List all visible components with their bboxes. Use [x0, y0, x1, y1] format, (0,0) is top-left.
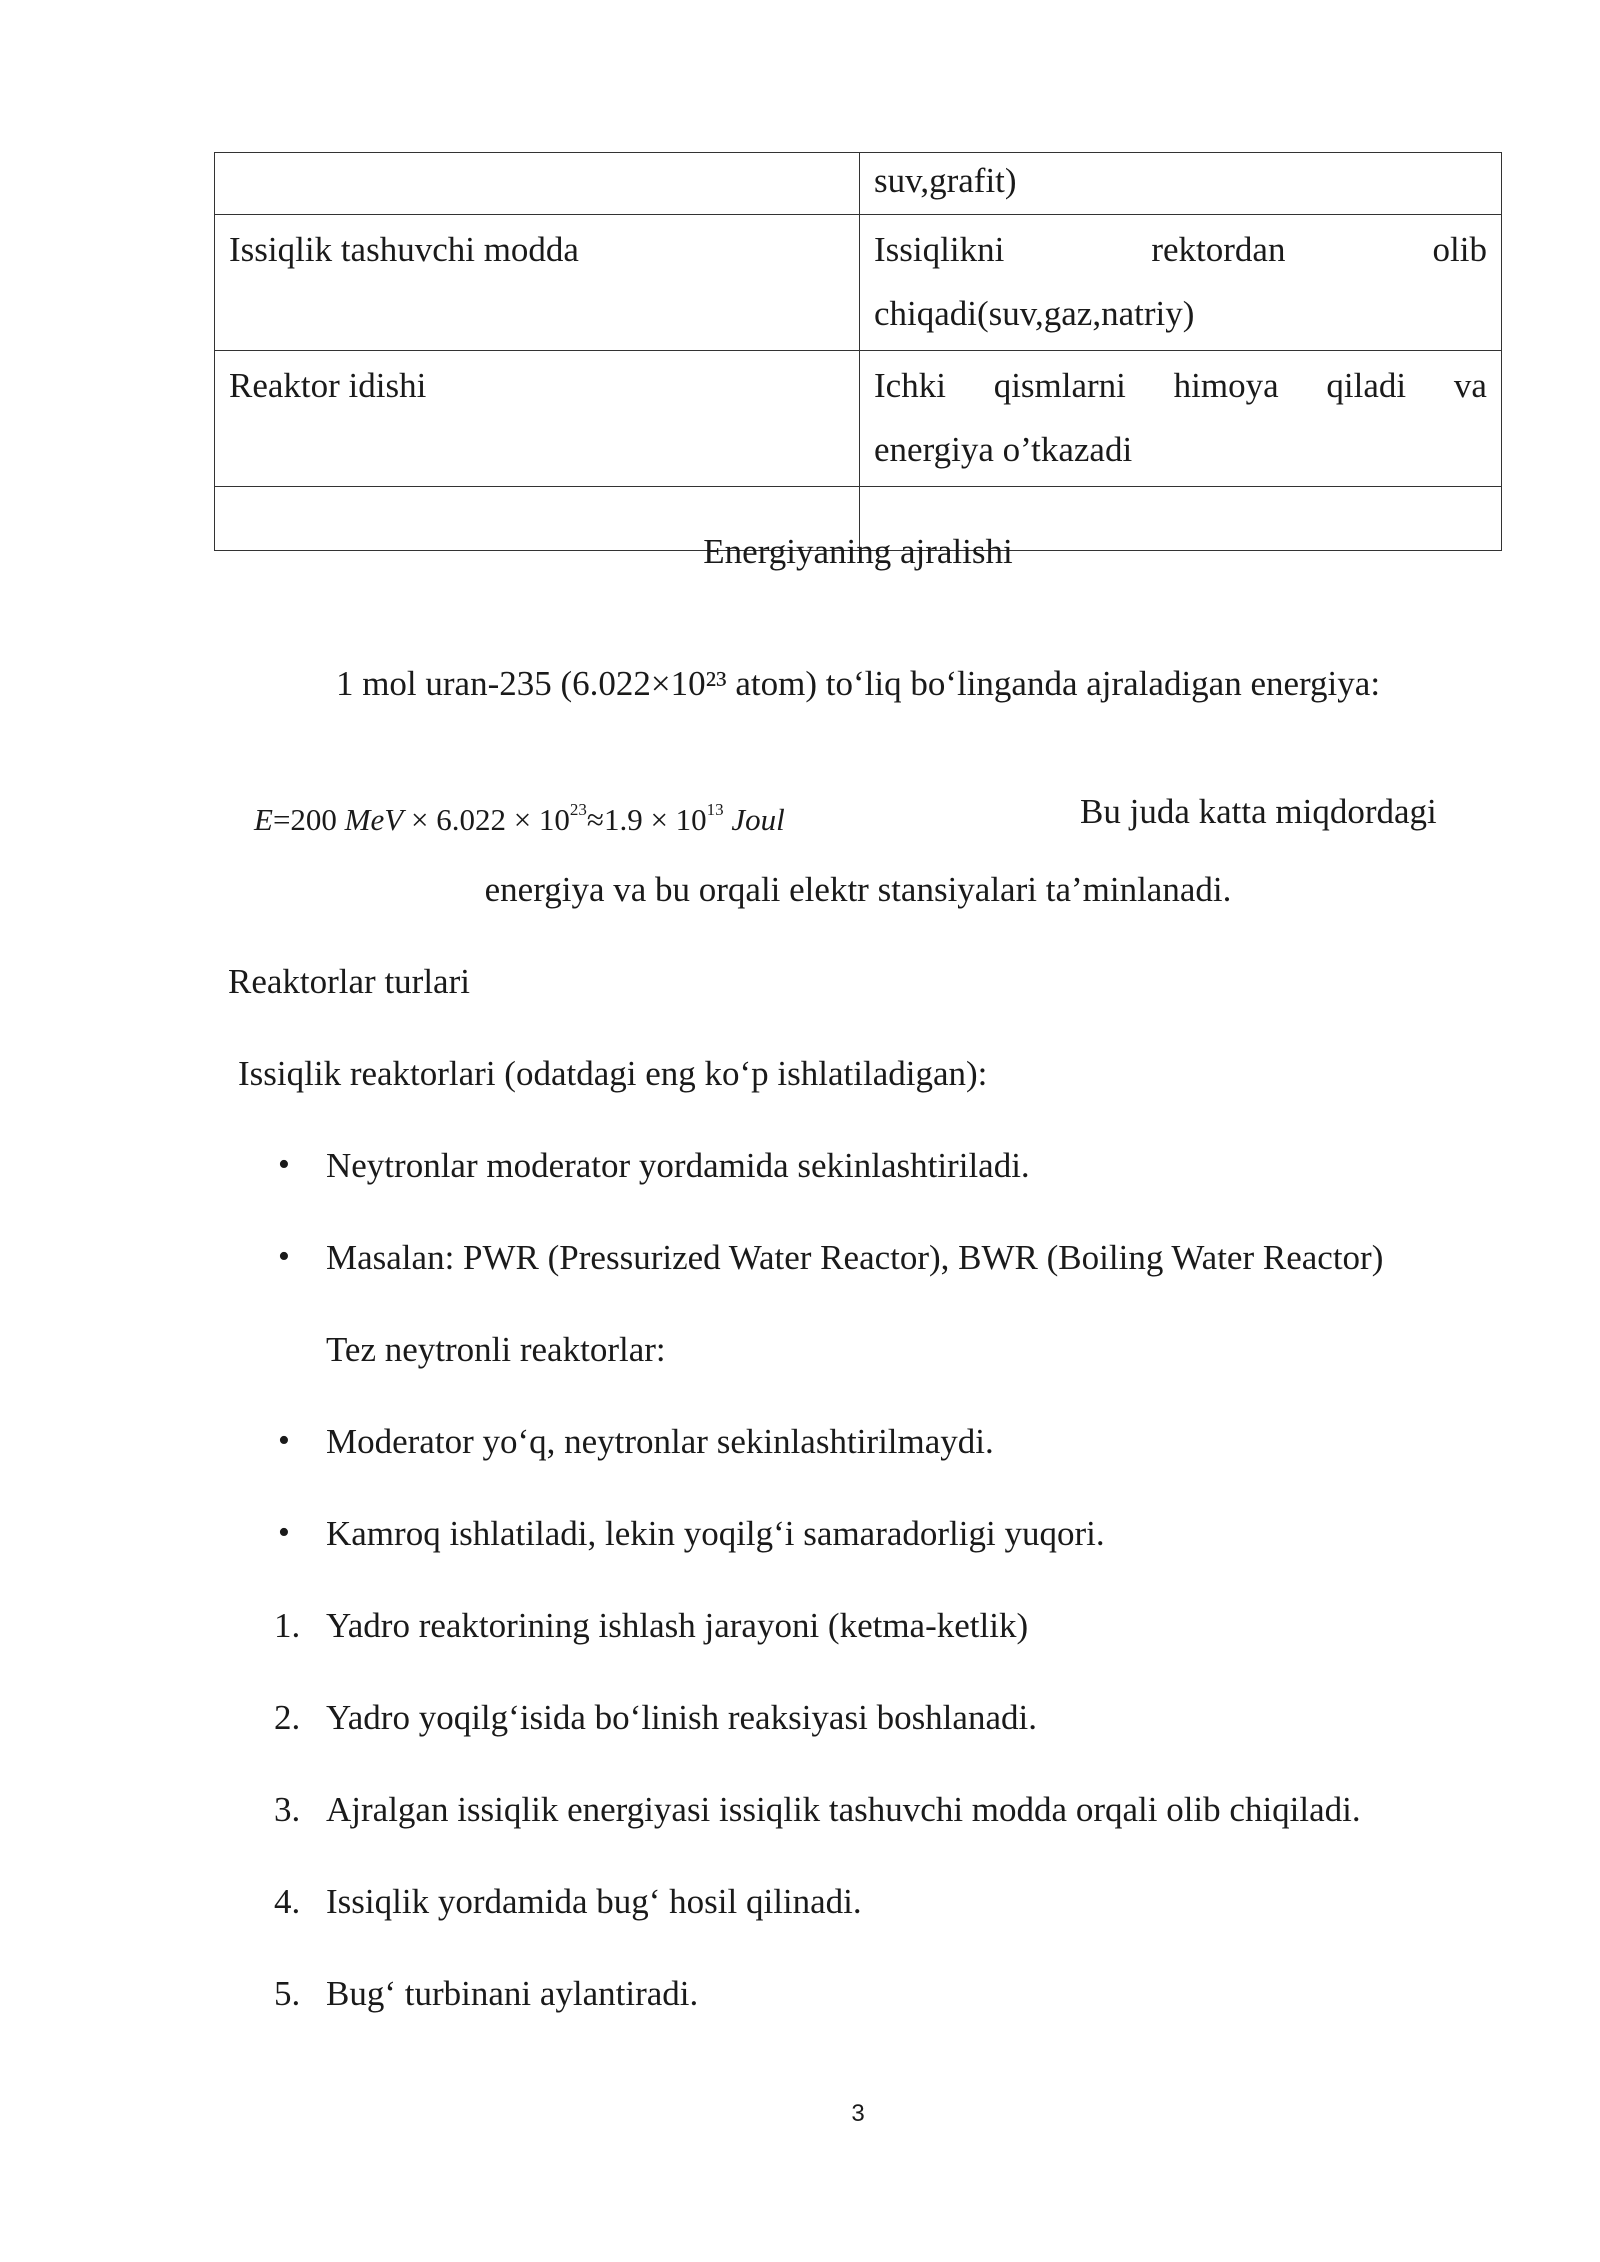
- word: rektordan: [1151, 230, 1286, 269]
- formula-operator: ×: [410, 802, 429, 837]
- formula-number: 10: [675, 802, 707, 837]
- word: va: [1453, 366, 1487, 405]
- table-row: [215, 153, 1502, 215]
- bullet-icon: •: [278, 1146, 290, 1183]
- formula-unit: MeV: [344, 802, 404, 837]
- list-item: Masalan: PWR (Pressurized Water Reactor), BWR (Boiling Water Reactor): [326, 1238, 1384, 1277]
- bullet-icon: •: [278, 1514, 290, 1551]
- word: olib: [1432, 230, 1487, 269]
- list-number: 3.: [274, 1790, 301, 1829]
- formula-symbol: E: [254, 802, 273, 837]
- reactor-types-heading: Reaktorlar turlari: [228, 962, 470, 1001]
- section-title: Energiyaning ajralishi: [703, 532, 1013, 571]
- formula-number: 10: [538, 802, 570, 837]
- list-item: Issiqlik yordamida bug‘ hosil qilinadi.: [326, 1882, 862, 1921]
- table-cell: [215, 153, 860, 215]
- justified-line: [874, 354, 1487, 418]
- list-number: 1.: [274, 1606, 301, 1645]
- formula-number: 1.9: [603, 802, 643, 837]
- components-table: [214, 152, 1502, 551]
- energy-intro: 1 mol uran-235 (6.022×10²³ atom) to‘liq bo‘linganda ajraladigan energiya:: [335, 664, 1381, 703]
- formula-operator: ×: [513, 802, 532, 837]
- word: qiladi: [1326, 366, 1407, 405]
- formula-exponent: 13: [706, 799, 724, 819]
- list-item: Moderator yo‘q, neytronlar sekinlashtirilmaydi.: [326, 1422, 994, 1461]
- fast-heading: Tez neytronli reaktorlar:: [326, 1330, 666, 1369]
- list-item: Bug‘ turbinani aylantiradi.: [326, 1974, 699, 2013]
- formula-number: 6.022: [436, 802, 506, 837]
- formula-comment: Bu juda katta miqdordagi: [1080, 792, 1437, 831]
- thermal-heading: Issiqlik reaktorlari (odatdagi eng ko‘p ishlatiladigan):: [238, 1054, 988, 1093]
- list-item: Yadro yoqilg‘isida bo‘linish reaksiyasi boshlanadi.: [326, 1698, 1037, 1737]
- table-row: [215, 351, 1502, 487]
- word: himoya: [1173, 366, 1279, 405]
- table-cell: [860, 215, 1502, 351]
- list-number: 2.: [274, 1698, 301, 1737]
- formula-operator: =: [272, 802, 291, 837]
- bullet-icon: •: [278, 1238, 290, 1275]
- list-number: 5.: [274, 1974, 301, 2013]
- word: qismlarni: [993, 366, 1126, 405]
- list-item: Ajralgan issiqlik energiyasi issiqlik tashuvchi modda orqali olib chiqiladi.: [326, 1790, 1361, 1829]
- bullet-icon: •: [278, 1422, 290, 1459]
- page-number: 3: [851, 2100, 865, 2127]
- list-number: 4.: [274, 1882, 301, 1921]
- cell-last-line: chiqadi(suv,gaz,natriy): [874, 294, 1195, 333]
- table-cell: [860, 351, 1502, 487]
- table-cell: Issiqlik tashuvchi modda: [215, 215, 860, 351]
- word: Issiqlikni: [874, 230, 1005, 269]
- cell-last-line: energiya o’tkazadi: [874, 430, 1133, 469]
- formula-exponent: 23: [569, 799, 587, 819]
- formula-operator: ×: [650, 802, 668, 837]
- formula-unit: Joul: [731, 802, 785, 837]
- formula-operator: ≈: [586, 802, 604, 837]
- list-item: Yadro reaktorining ishlash jarayoni (ketma-ketlik): [326, 1606, 1029, 1645]
- justified-line: [874, 218, 1487, 282]
- energy-formula: [254, 799, 785, 838]
- table-row: [215, 215, 1502, 351]
- formula-comment-continued: energiya va bu orqali elektr stansiyalari ta’minlanadi.: [484, 870, 1232, 909]
- list-item: Neytronlar moderator yordamida sekinlashtiriladi.: [326, 1146, 1030, 1185]
- formula-number: 200: [290, 802, 337, 837]
- table-cell: Reaktor idishi: [215, 351, 860, 487]
- word: Ichki: [874, 366, 946, 405]
- table-cell: suv,grafit): [860, 153, 1502, 215]
- list-item: Kamroq ishlatiladi, lekin yoqilg‘i samaradorligi yuqori.: [326, 1514, 1105, 1553]
